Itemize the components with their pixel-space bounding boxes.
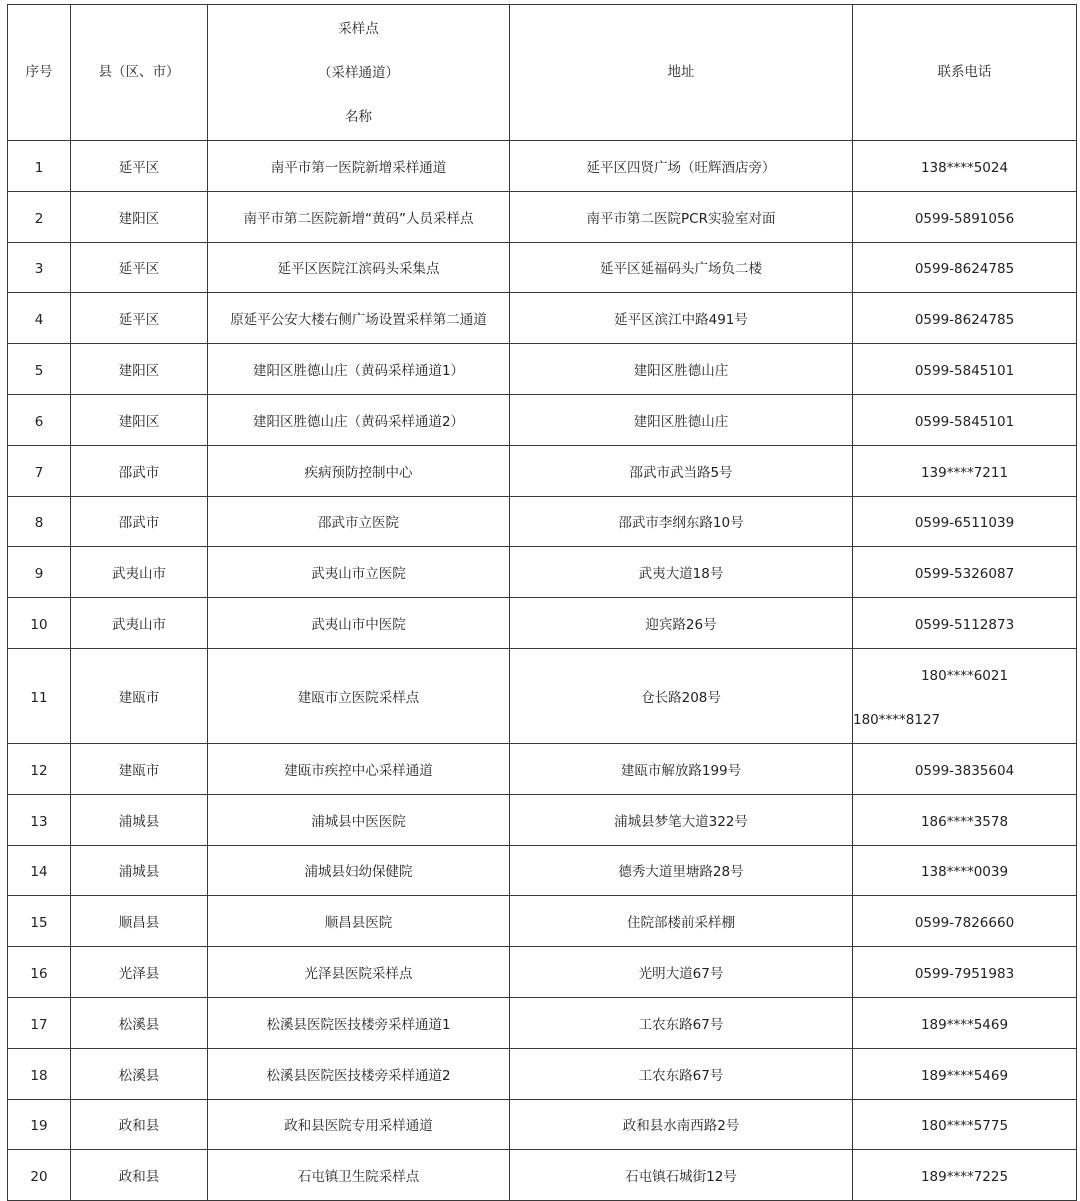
cell-phone: 0599-8624785 <box>853 242 1077 293</box>
table-header <box>8 5 1077 141</box>
cell-site: 光泽县医院采样点 <box>208 947 510 998</box>
cell-phone: 0599-5845101 <box>853 344 1077 395</box>
table-row <box>8 947 1077 998</box>
cell-county: 建阳区 <box>71 191 208 242</box>
table-row <box>8 547 1077 598</box>
cell-phone: 189****5469 <box>853 997 1077 1048</box>
table-row <box>8 896 1077 947</box>
cell-phone: 138****5024 <box>853 141 1077 192</box>
header-address: 地址 <box>510 5 853 141</box>
table-row <box>8 191 1077 242</box>
table-row <box>8 1048 1077 1099</box>
cell-county: 建阳区 <box>71 344 208 395</box>
table-row <box>8 344 1077 395</box>
cell-county: 松溪县 <box>71 1048 208 1099</box>
cell-county: 浦城县 <box>71 845 208 896</box>
header-county: 县（区、市） <box>71 5 208 141</box>
cell-seq: 8 <box>8 496 71 547</box>
phone-primary: 180****6021 <box>920 667 1009 684</box>
cell-phone: 0599-7951983 <box>853 947 1077 998</box>
cell-county: 浦城县 <box>71 794 208 845</box>
cell-site: 延平区医院江滨码头采集点 <box>208 242 510 293</box>
cell-site: 松溪县医院医技楼旁采样通道1 <box>208 997 510 1048</box>
cell-site: 建阳区胜德山庄（黄码采样通道2） <box>208 394 510 445</box>
cell-county: 邵武市 <box>71 496 208 547</box>
cell-site: 疾病预防控制中心 <box>208 445 510 496</box>
cell-address: 德秀大道里塘路28号 <box>510 845 853 896</box>
table-row <box>8 1099 1077 1150</box>
cell-phone: 0599-5326087 <box>853 547 1077 598</box>
cell-phone <box>853 648 1077 743</box>
table-row <box>8 141 1077 192</box>
cell-site: 原延平公安大楼右侧广场设置采样第二通道 <box>208 293 510 344</box>
cell-county: 武夷山市 <box>71 598 208 649</box>
table-row <box>8 242 1077 293</box>
cell-site: 石屯镇卫生院采样点 <box>208 1150 510 1201</box>
header-site-line3: 名称 <box>345 108 372 125</box>
cell-county: 建瓯市 <box>71 648 208 743</box>
cell-seq: 19 <box>8 1099 71 1150</box>
cell-county: 政和县 <box>71 1150 208 1201</box>
cell-phone: 0599-8624785 <box>853 293 1077 344</box>
table-body <box>8 141 1077 1201</box>
table-row <box>8 598 1077 649</box>
cell-address: 建阳区胜德山庄 <box>510 344 853 395</box>
header-seq: 序号 <box>8 5 71 141</box>
cell-address: 政和县水南西路2号 <box>510 1099 853 1150</box>
header-phone: 联系电话 <box>853 5 1077 141</box>
cell-seq: 20 <box>8 1150 71 1201</box>
cell-seq: 1 <box>8 141 71 192</box>
cell-site: 顺昌县医院 <box>208 896 510 947</box>
cell-county: 建阳区 <box>71 394 208 445</box>
cell-county: 政和县 <box>71 1099 208 1150</box>
table-row <box>8 1150 1077 1201</box>
cell-site: 建瓯市疾控中心采样通道 <box>208 743 510 794</box>
cell-seq: 7 <box>8 445 71 496</box>
cell-site: 南平市第一医院新增采样通道 <box>208 141 510 192</box>
table-row <box>8 648 1077 743</box>
cell-county: 顺昌县 <box>71 896 208 947</box>
cell-county: 延平区 <box>71 242 208 293</box>
sampling-sites-table <box>7 4 1077 1201</box>
cell-site: 浦城县妇幼保健院 <box>208 845 510 896</box>
cell-seq: 15 <box>8 896 71 947</box>
cell-seq: 2 <box>8 191 71 242</box>
cell-address: 延平区滨江中路491号 <box>510 293 853 344</box>
header-row <box>8 5 1077 141</box>
cell-phone: 0599-5845101 <box>853 394 1077 445</box>
cell-seq: 16 <box>8 947 71 998</box>
cell-site: 武夷山市立医院 <box>208 547 510 598</box>
cell-county: 延平区 <box>71 141 208 192</box>
cell-site: 邵武市立医院 <box>208 496 510 547</box>
cell-address: 浦城县梦笔大道322号 <box>510 794 853 845</box>
cell-county: 武夷山市 <box>71 547 208 598</box>
table-row <box>8 445 1077 496</box>
cell-phone: 139****7211 <box>853 445 1077 496</box>
cell-seq: 12 <box>8 743 71 794</box>
cell-county: 邵武市 <box>71 445 208 496</box>
cell-seq: 13 <box>8 794 71 845</box>
cell-address: 南平市第二医院PCR实验室对面 <box>510 191 853 242</box>
cell-phone: 0599-6511039 <box>853 496 1077 547</box>
table-row <box>8 293 1077 344</box>
cell-site: 武夷山市中医院 <box>208 598 510 649</box>
cell-address: 建瓯市解放路199号 <box>510 743 853 794</box>
cell-seq: 3 <box>8 242 71 293</box>
header-site-line2: （采样通道） <box>318 64 399 81</box>
cell-address: 延平区延福码头广场负二楼 <box>510 242 853 293</box>
cell-site: 南平市第二医院新增“黄码”人员采样点 <box>208 191 510 242</box>
cell-site: 建阳区胜德山庄（黄码采样通道1） <box>208 344 510 395</box>
table-row <box>8 794 1077 845</box>
table-row <box>8 394 1077 445</box>
cell-seq: 10 <box>8 598 71 649</box>
table-row <box>8 997 1077 1048</box>
cell-phone: 138****0039 <box>853 845 1077 896</box>
cell-address: 邵武市武当路5号 <box>510 445 853 496</box>
cell-address: 仓长路208号 <box>510 648 853 743</box>
cell-address: 住院部楼前采样棚 <box>510 896 853 947</box>
cell-address: 迎宾路26号 <box>510 598 853 649</box>
cell-phone: 180****5775 <box>853 1099 1077 1150</box>
cell-county: 松溪县 <box>71 997 208 1048</box>
cell-phone: 0599-3835604 <box>853 743 1077 794</box>
cell-address: 光明大道67号 <box>510 947 853 998</box>
cell-site: 政和县医院专用采样通道 <box>208 1099 510 1150</box>
cell-address: 工农东路67号 <box>510 1048 853 1099</box>
cell-phone: 186****3578 <box>853 794 1077 845</box>
cell-address: 武夷大道18号 <box>510 547 853 598</box>
cell-seq: 17 <box>8 997 71 1048</box>
cell-county: 建瓯市 <box>71 743 208 794</box>
cell-phone: 189****5469 <box>853 1048 1077 1099</box>
cell-seq: 14 <box>8 845 71 896</box>
cell-address: 延平区四贤广场（旺辉酒店旁） <box>510 141 853 192</box>
cell-seq: 6 <box>8 394 71 445</box>
cell-phone: 0599-5112873 <box>853 598 1077 649</box>
cell-address: 石屯镇石城街12号 <box>510 1150 853 1201</box>
cell-phone: 189****7225 <box>853 1150 1077 1201</box>
header-site-line1: 采样点 <box>338 20 379 37</box>
table-row <box>8 743 1077 794</box>
cell-seq: 11 <box>8 648 71 743</box>
cell-site: 浦城县中医医院 <box>208 794 510 845</box>
cell-site: 松溪县医院医技楼旁采样通道2 <box>208 1048 510 1099</box>
cell-address: 邵武市李纲东路10号 <box>510 496 853 547</box>
cell-seq: 18 <box>8 1048 71 1099</box>
cell-seq: 9 <box>8 547 71 598</box>
cell-seq: 4 <box>8 293 71 344</box>
cell-phone: 0599-7826660 <box>853 896 1077 947</box>
table-row <box>8 496 1077 547</box>
cell-address: 工农东路67号 <box>510 997 853 1048</box>
cell-address: 建阳区胜德山庄 <box>510 394 853 445</box>
table-row <box>8 845 1077 896</box>
cell-county: 光泽县 <box>71 947 208 998</box>
cell-phone: 0599-5891056 <box>853 191 1077 242</box>
cell-site: 建瓯市立医院采样点 <box>208 648 510 743</box>
cell-county: 延平区 <box>71 293 208 344</box>
phone-secondary: 180****8127 <box>853 711 941 728</box>
header-site <box>208 5 510 141</box>
cell-seq: 5 <box>8 344 71 395</box>
